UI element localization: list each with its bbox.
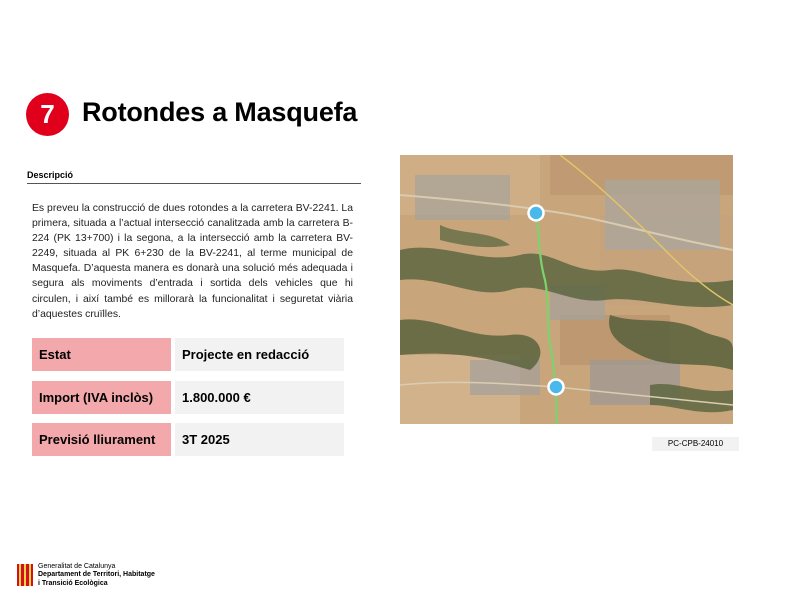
- info-label: Import (IVA inclòs): [32, 381, 171, 414]
- location-pin-icon: [529, 206, 544, 221]
- section-divider: [27, 183, 361, 184]
- description-label: Descripció: [27, 170, 74, 180]
- description-text: Es preveu la construcció de dues rotondes a la carretera BV-2241. La primera, situada a l’actual intersecció canalitzada amb la carretera B-224 (PK 13+700) i la segona, a la intersecció amb la carretera BV-2249, situada al PK 6+230 de la BV-2241, al terme municipal de Masquefa. D’aquesta manera es donarà una solució més adequada i segura als moviments d’entrada i sortida dels vehicles que hi circulen, i així també es millorarà la funcionalitat i seguretat viària d’aquestes cruïlles.: [32, 203, 353, 320]
- project-code: PC-CPB-24010: [652, 437, 739, 451]
- location-pin-icon: [549, 380, 564, 395]
- page-title: Rotondes a Masquefa: [82, 97, 358, 127]
- info-label: Previsió lliurament: [32, 423, 171, 456]
- aerial-map: [400, 155, 733, 424]
- info-value: Projecte en redacció: [175, 338, 344, 371]
- info-label: Estat: [32, 338, 171, 371]
- footer-text: [38, 563, 155, 588]
- info-value: 1.800.000 €: [175, 381, 344, 414]
- footer-line-2: Departament de Territori, Habitatge: [38, 571, 155, 579]
- generalitat-logo: [17, 563, 177, 589]
- generalitat-emblem-icon: [17, 564, 33, 586]
- project-number-badge: 7: [26, 93, 69, 136]
- footer-line-3: i Transició Ecològica: [38, 579, 108, 587]
- info-value: 3T 2025: [175, 423, 344, 456]
- footer-line-1: Generalitat de Catalunya: [38, 563, 116, 570]
- aerial-map-image: [400, 155, 733, 424]
